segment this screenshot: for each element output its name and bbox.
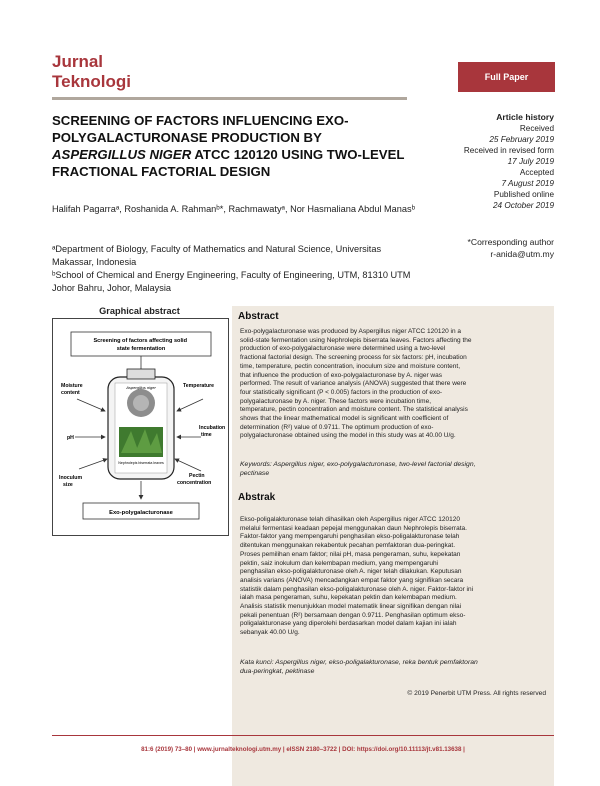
abstrak-line: Analisis statistik menunjukkan model matematik linear signifikan dengan nilai — [240, 603, 462, 611]
accepted-label: Accepted — [519, 168, 554, 177]
kata-kunci-line: Kata kunci: Aspergillus niger, ekso-poligalakturonase, reka bentuk pemfaktoran — [240, 659, 478, 666]
abstract-line: time, temperature, pectin concentration, inoculum size and moisture content, — [240, 362, 461, 370]
corresponding-email[interactable]: r-anida@utm.my — [490, 249, 554, 259]
arrow-temperature — [177, 399, 203, 411]
abstract-line: fractional factorial design. The screening process for six factors: pH, incubation — [240, 354, 467, 362]
keywords-line: pectinase — [240, 470, 270, 477]
abstrak-line: Faktor-faktor yang mempengaruhi penghasilan ekso-poligalakturonase telah — [240, 533, 460, 541]
paper-title — [52, 112, 420, 180]
journal-name — [52, 52, 131, 92]
abstract-line: four statistically significant (P < 0.005) factors in the production of exo- — [240, 388, 443, 396]
accepted-date: 7 August 2019 — [501, 179, 554, 188]
factor-pectin: Pectin concentration — [177, 473, 212, 486]
abstrak-line: melalui fermentasi keadaan pepejal menggunakan daun Nephrolepis biserrata. — [240, 524, 467, 532]
top-box-text: Screening of factors affecting solid state fermentation — [93, 338, 187, 352]
top-box — [71, 332, 211, 356]
footer-rule — [52, 735, 554, 736]
abstrak-line: pekali penentuan (R²) bersamaan dengan 0.9711. Penghasilan optimum ekso- — [240, 611, 466, 619]
keywords-line: Keywords: Aspergillus niger, exo-polygalacturonase, two-level factorial design, — [240, 461, 476, 468]
factor-ph: pH — [67, 435, 74, 441]
history-heading: Article history — [496, 112, 554, 122]
factor-temperature: Temperature — [183, 383, 215, 389]
abstrak-keywords — [240, 658, 546, 676]
abstract-heading: Abstract — [238, 311, 279, 322]
abstract-line: polygalacturonase by A. niger. These factors were incubation time, — [240, 397, 432, 405]
abstract-line: determination (R²) value of 0.9711. The optimum production of exo- — [240, 423, 434, 431]
footer: 81:6 (2019) 73–80 | www.jurnalteknologi.utm.my | eISSN 2180–3722 | DOI: https://doi.org/10.11113/jt.v81.13638 | — [141, 746, 465, 753]
abstrak-line: statistik dalam penghasilan ekso-poligalakturonase oleh A. niger. Faktor-faktor ini — [240, 585, 474, 593]
abstrak-line: Ekso-poligalakturonase telah dihasilkan oleh Aspergillus niger ATCC 120120 — [240, 516, 460, 523]
abstract-line: Exo-polygalacturonase was produced by Aspergillus niger ATCC 120120 in a — [240, 328, 462, 335]
copyright: © 2019 Penerbit UTM Press. All rights reserved — [407, 690, 546, 697]
abstract-panel — [232, 306, 554, 786]
factor-incubation: Incubation time — [199, 425, 226, 438]
factor-inoculum: Inoculum size — [59, 475, 83, 488]
bottom-box-text: Exo-polygalacturonase — [109, 510, 173, 516]
title-line3 — [52, 146, 420, 163]
factor-moisture: Moisture content — [61, 383, 83, 396]
affiliation-b: ᵇSchool of Chemical and Energy Engineering, Faculty of Engineering, UTM, 81310 UTM Johor Bahru, Johor, Malaysia — [52, 270, 411, 293]
abstrak-line: ialah masa pengeraman, suhu, kepekatan pektin dan kelembapan medium. — [240, 594, 457, 602]
journal-name-line2: Teknologi — [52, 72, 132, 91]
revised-label: Received in revised form — [463, 146, 554, 155]
arrow-pectin — [175, 459, 201, 471]
vessel-subtitle: Nephrolepis biserrata leaves — [118, 461, 164, 465]
aspergillus-core — [133, 395, 149, 411]
received-label: Received — [519, 124, 554, 133]
abstrak-heading: Abstrak — [238, 492, 276, 503]
revised-date: 17 July 2019 — [507, 157, 554, 166]
header-rule — [52, 97, 407, 100]
abstract-line: production of exo-polygalacturonase were determined using a two-level — [240, 345, 446, 353]
abstract-line: temperature, pectin concentration and moisture content. The statistical analysis — [240, 406, 468, 414]
abstract-line: performed. The result of variance analysis (ANOVA) suggested that there were — [240, 380, 467, 388]
abstract-line: shows that the linear mathematical model is significant with coefficient of — [240, 415, 449, 423]
graphical-abstract — [52, 318, 229, 536]
abstract-line: polygalacturonase obtained using the model in this study was at 40.00 U/g. — [240, 432, 456, 440]
abstrak-text — [240, 516, 546, 638]
kata-kunci-line: dua-peringkat, pektinase — [240, 668, 315, 675]
abstract-line: solid-state fermentation using Nephrolepis biserrata leaves. Factors affecting the — [240, 336, 472, 344]
corresponding-label: *Corresponding author — [467, 237, 554, 247]
title-line1: SCREENING OF FACTORS INFLUENCING EXO- — [52, 113, 349, 128]
abstract-text — [240, 328, 546, 441]
full-paper-badge: Full Paper — [458, 62, 555, 92]
title-line2: POLYGALACTURONASE PRODUCTION BY — [52, 130, 322, 145]
abstrak-line: analisis varians (ANOVA) mencadangkan empat faktor yang signifikan secara — [240, 576, 464, 584]
arrow-moisture — [77, 399, 105, 411]
graphical-abstract-heading: Graphical abstract — [99, 306, 180, 316]
published-date: 24 October 2019 — [493, 201, 554, 210]
abstract-line: that influence the production of exo-polygalacturonase by A. niger was — [240, 371, 442, 379]
affiliation-a: ᵃDepartment of Biology, Faculty of Mathematics and Natural Science, Universitas Makassar, Indonesia — [52, 244, 382, 267]
abstrak-line: ditentukan menggunakan rekabentuk pecahan pemfaktoran dua-peringkat. — [240, 542, 456, 550]
abstrak-line: sebanyak 40.00 U/g. — [240, 629, 300, 637]
title-species: ASPERGILLUS NIGER — [52, 147, 192, 162]
title-line3-rest: ATCC 120120 USING TWO-LEVEL — [191, 147, 405, 162]
abstract-keywords — [240, 460, 546, 478]
journal-name-line1: Jurnal — [52, 52, 104, 71]
published-label: Published online — [493, 190, 554, 199]
corresponding-author — [418, 236, 554, 260]
authors: Halifah Pagarraᵃ, Roshanida A. Rahmanᵇ*, Rachmawatyᵃ, Nor Hasmaliana Abdul Manasᵇ — [52, 204, 416, 214]
abstrak-line: poligalakturonase yang diperolehi berdasarkan model dalam kajian ini ialah — [240, 620, 457, 628]
graphical-abstract-figure — [53, 319, 228, 535]
title-line4: FRACTIONAL FACTORIAL DESIGN — [52, 164, 271, 179]
affiliations — [52, 243, 420, 295]
vessel-title: Aspergillus niger — [126, 385, 156, 390]
abstrak-line: Proses pemilihan enam faktor; nilai pH, masa pengeraman, suhu, kepekatan — [240, 550, 461, 558]
arrow-inoculum — [79, 459, 107, 469]
abstrak-line: pektin, saiz inokulum dan kelembapan medium, yang mempengaruhi — [240, 559, 438, 567]
vessel-cap — [127, 369, 155, 379]
abstrak-line: penghasilan ekso-poligalakturonase oleh A. niger telah dilakukan. Keputusan — [240, 568, 462, 576]
received-date: 25 February 2019 — [489, 135, 554, 144]
article-history — [418, 112, 554, 211]
